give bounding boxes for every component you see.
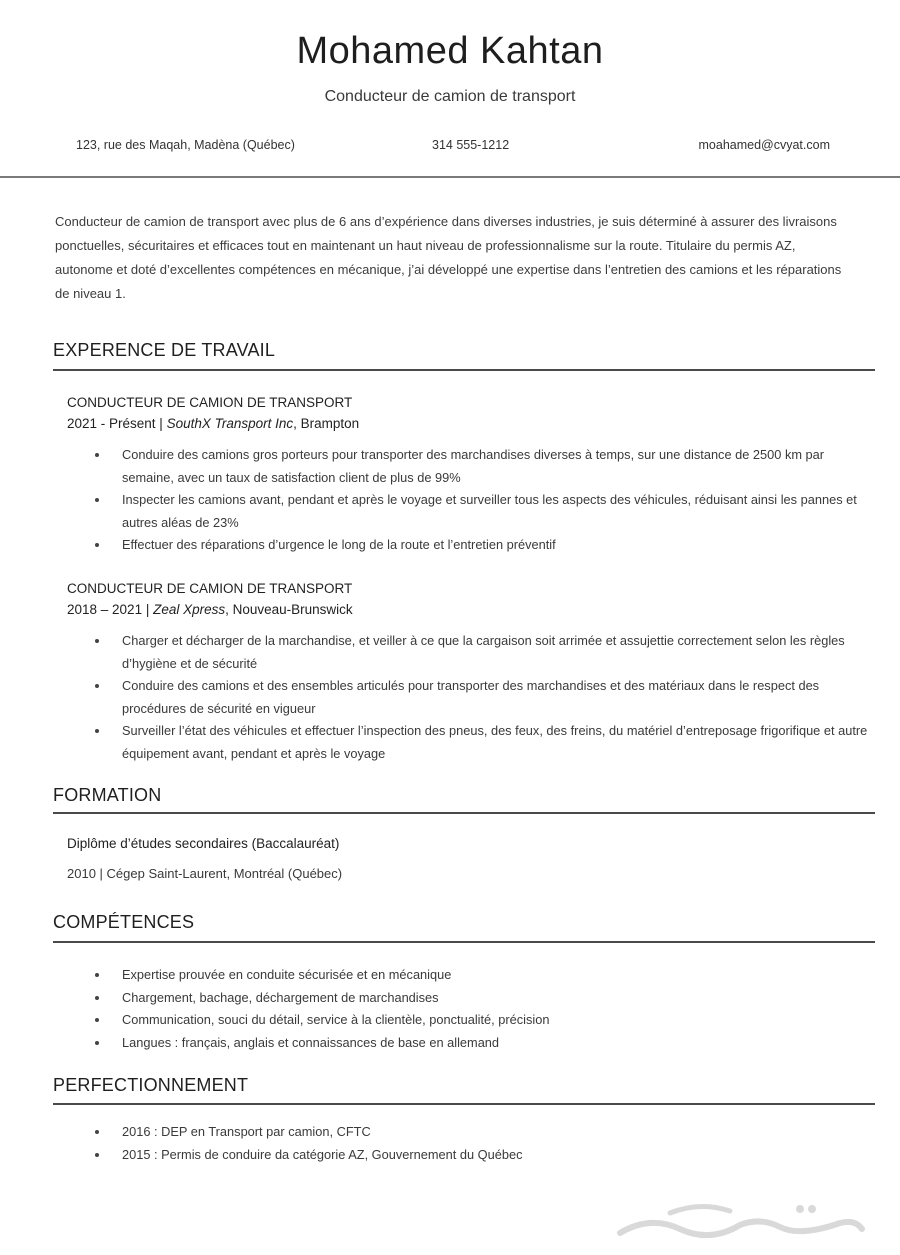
list-item: Conduire des camions gros porteurs pour transporter des marchandises diverses à temps, sur une distance de 2500 km par semaine, avec un taux de satisfaction client de plus de 99% <box>92 444 872 489</box>
list-item: Conduire des camions et des ensembles articulés pour transporter des marchandises et des matériaux dans le respect des procédures de sécurité en vigueur <box>92 675 872 720</box>
job-1-dates: 2021 - Présent | <box>67 416 167 431</box>
training-divider <box>53 1103 875 1105</box>
skills-list <box>92 964 872 1054</box>
job-2-location: , Nouveau-Brunswick <box>225 602 353 617</box>
list-item: Surveiller l’état des véhicules et effectuer l’inspection des pneus, des feux, des freins, du matériel d’entreposage frigorifique et autre équipement avant, pendant et après le voyage <box>92 720 872 765</box>
list-item: 2015 : Permis de conduire da catégorie AZ, Gouvernement du Québec <box>92 1144 872 1167</box>
experience-divider <box>53 369 875 371</box>
training-heading: PERFECTIONNEMENT <box>53 1075 249 1095</box>
profile-summary: Conducteur de camion de transport avec plus de 6 ans d’expérience dans diverses industries, je suis déterminé à assurer des livraisons ponctuelles, sécuritaires et efficaces tout en maintenant un haut niveau de professionnalisme sur la route. Titulaire du permis AZ, autonome et doté d’excellentes compétences en mécanique, j’ai développé une expertise dans l’entretien des camions et les réparations de niveau 1. <box>55 214 842 301</box>
skills-divider <box>53 941 875 943</box>
candidate-name: Mohamed Kahtan <box>296 30 604 72</box>
skills-heading: COMPÉTENCES <box>53 912 195 932</box>
arabic-logo-watermark-icon <box>610 1195 870 1245</box>
list-item: Langues : français, anglais et connaissances de base en allemand <box>92 1032 872 1055</box>
job-1-title: CONDUCTEUR DE CAMION DE TRANSPORT <box>67 395 353 410</box>
job-2-meta <box>67 602 353 617</box>
contact-phone: 314 555-1212 <box>432 138 510 152</box>
education-detail: 2010 | Cégep Saint-Laurent, Montréal (Québec) <box>67 866 343 881</box>
job-2-title: CONDUCTEUR DE CAMION DE TRANSPORT <box>67 581 353 596</box>
job-1-bullets <box>92 444 872 557</box>
header-divider <box>0 176 900 178</box>
list-item: Expertise prouvée en conduite sécurisée et en mécanique <box>92 964 872 987</box>
job-2-bullets <box>92 630 872 765</box>
job-1-location: , Brampton <box>293 416 360 431</box>
list-item: Communication, souci du détail, service à la clientèle, ponctualité, précision <box>92 1009 872 1032</box>
job-1-company: SouthX Transport Inc <box>166 416 294 431</box>
education-heading: FORMATION <box>53 785 162 805</box>
experience-heading: EXPERENCE DE TRAVAIL <box>53 340 276 360</box>
job-title-subtitle: Conducteur de camion de transport <box>324 88 576 105</box>
job-1-meta <box>67 416 359 431</box>
job-2-dates: 2018 – 2021 | <box>67 602 154 617</box>
job-2-company: Zeal Xpress <box>153 602 226 617</box>
list-item: 2016 : DEP en Transport par camion, CFTC <box>92 1121 872 1144</box>
education-divider <box>53 812 875 814</box>
education-degree: Diplôme d’études secondaires (Baccalauréat) <box>67 836 340 851</box>
list-item: Inspecter les camions avant, pendant et après le voyage et surveiller tous les aspects des véhicules, réduisant ainsi les pannes et autres aléas de 23% <box>92 489 872 534</box>
contact-email: moahamed@cvyat.com <box>698 138 830 152</box>
list-item: Effectuer des réparations d’urgence le long de la route et l’entretien préventif <box>92 534 872 557</box>
contact-address: 123, rue des Maqah, Madèna (Québec) <box>76 138 295 152</box>
list-item: Chargement, bachage, déchargement de marchandises <box>92 987 872 1010</box>
list-item: Charger et décharger de la marchandise, et veiller à ce que la cargaison soit arrimée et assujettie correctement selon les règles d’hygiène et de sécurité <box>92 630 872 675</box>
training-list <box>92 1121 872 1166</box>
